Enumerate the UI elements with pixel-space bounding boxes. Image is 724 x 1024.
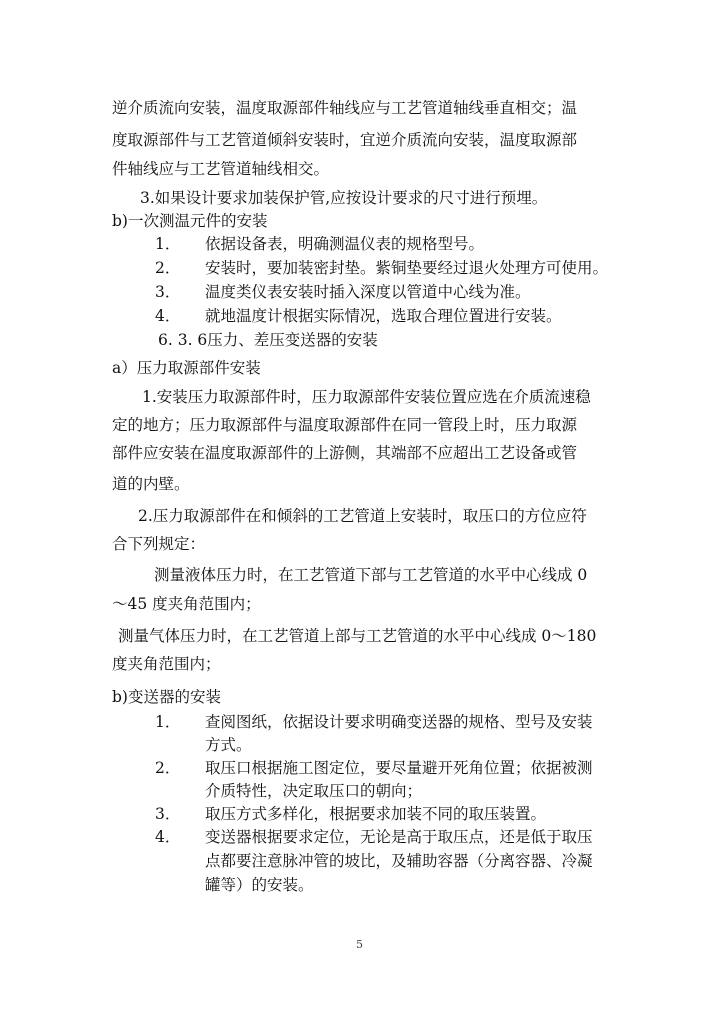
list-item bbox=[155, 758, 635, 806]
list-text: 方式。 bbox=[205, 736, 252, 754]
list-text: 介质特性，决定取压口的朝向； bbox=[205, 782, 423, 800]
body-line: 部件应安装在温度取源部件的上游侧，其端部不应超出工艺设备或管 bbox=[112, 444, 578, 462]
section-heading: b)一次测温元件的安装 bbox=[112, 212, 268, 230]
section-heading: a）压力取源部件安装 bbox=[112, 359, 261, 377]
list-item bbox=[155, 804, 635, 828]
list-text: 取压口根据施工图定位，要尽量避开死角位置；依据被测 bbox=[205, 759, 593, 777]
page-number: 5 bbox=[356, 938, 363, 951]
list-number: 1． bbox=[155, 235, 181, 253]
body-line: 逆介质流向安装，温度取源部件轴线应与工艺管道轴线垂直相交；温 bbox=[112, 99, 578, 117]
body-line: 测量气体压力时，在工艺管道上部与工艺管道的水平中心线成 0～180 bbox=[118, 627, 597, 645]
list-number: 3． bbox=[155, 805, 181, 823]
list-number: 4． bbox=[155, 828, 181, 846]
list-text: 查阅图纸，依据设计要求明确变送器的规格、型号及安装 bbox=[205, 713, 593, 731]
body-line: 2.压力取源部件在和倾斜的工艺管道上安装时，取压口的方位应符 bbox=[138, 507, 587, 525]
list-item bbox=[155, 827, 635, 899]
body-line: 定的地方；压力取源部件与温度取源部件在同一管段上时，压力取源 bbox=[112, 416, 578, 434]
list-text: 变送器根据要求定位，无论是高于取压点，还是低于取压 bbox=[205, 828, 593, 846]
body-line: ～45 度夹角范围内； bbox=[112, 595, 261, 613]
list-item bbox=[155, 712, 635, 760]
list-text: 取压方式多样化，根据要求加装不同的取压装置。 bbox=[205, 805, 547, 823]
body-line: 测量液体压力时，在工艺管道下部与工艺管道的水平中心线成 0 bbox=[154, 566, 588, 584]
body-line: 1.安装压力取源部件时，压力取源部件安装位置应选在介质流速稳 bbox=[142, 388, 591, 406]
body-line: 度取源部件与工艺管道倾斜安装时，宜逆介质流向安装，温度取源部 bbox=[112, 131, 578, 149]
list-text: 罐等）的安装。 bbox=[205, 876, 314, 894]
list-number: 1． bbox=[155, 713, 181, 731]
list-text: 依据设备表，明确测温仪表的规格型号。 bbox=[205, 235, 485, 253]
section-heading: b)变送器的安装 bbox=[112, 688, 221, 706]
list-text: 温度类仪表安装时插入深度以管道中心线为准。 bbox=[205, 283, 531, 301]
list-text: 点都要注意脉冲管的坡比，及辅助容器（分离容器、冷凝 bbox=[205, 852, 593, 870]
list-number: 2． bbox=[155, 759, 181, 777]
body-line: 道的内壁。 bbox=[112, 475, 190, 493]
list-text: 就地温度计根据实际情况，选取合理位置进行安装。 bbox=[205, 307, 562, 325]
body-line: 3.如果设计要求加装保护管,应按设计要求的尺寸进行预埋。 bbox=[140, 189, 548, 207]
list-number: 3． bbox=[155, 283, 181, 301]
subsection-title: 6. 3. 6压力、差压变送器的安装 bbox=[158, 331, 378, 349]
list-text: 安装时，要加装密封垫。紫铜垫要经过退火处理方可使用。 bbox=[205, 259, 609, 277]
body-line: 合下列规定： bbox=[112, 535, 206, 553]
list-number: 4． bbox=[155, 307, 181, 325]
list-number: 2． bbox=[155, 259, 181, 277]
body-line: 度夹角范围内； bbox=[112, 655, 221, 673]
body-line: 件轴线应与工艺管道轴线相交。 bbox=[112, 160, 330, 178]
